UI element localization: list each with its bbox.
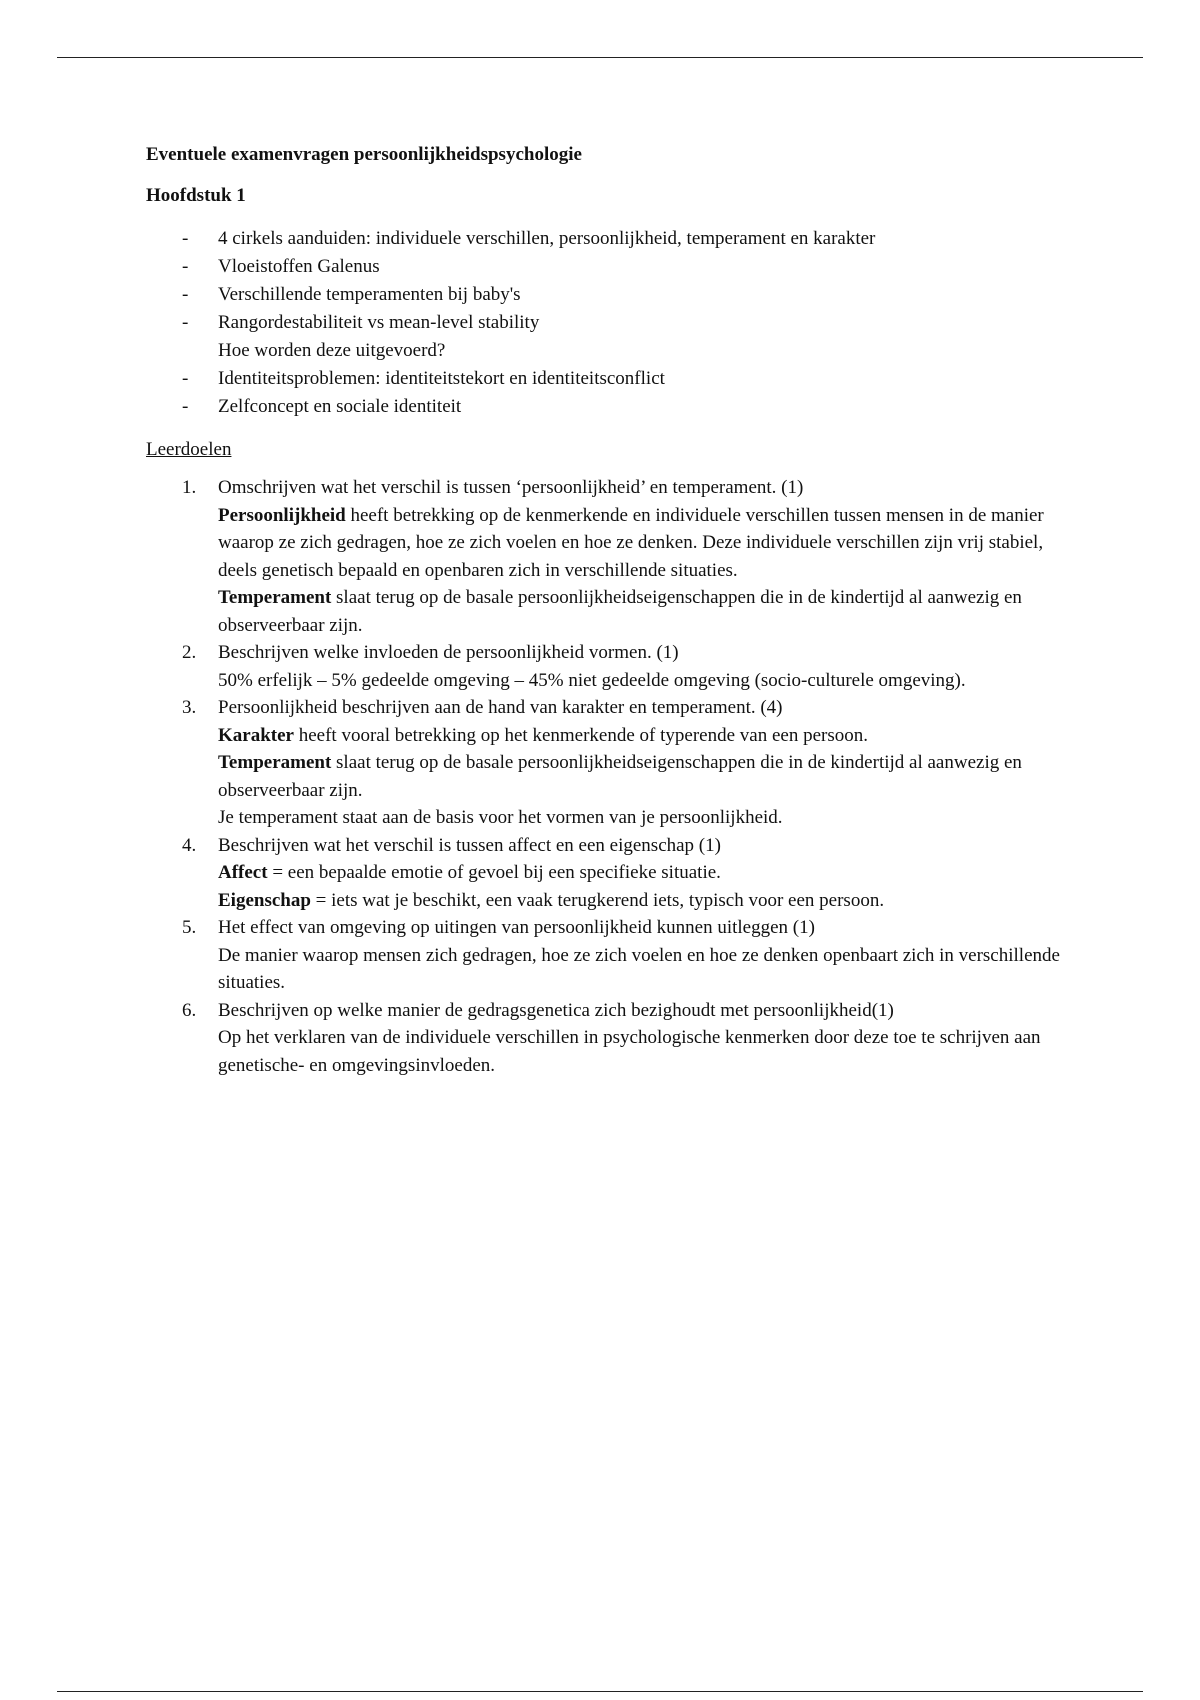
goal-item [146,694,1086,832]
answer-term: Karakter [218,724,294,746]
goal-question: Het effect van omgeving op uitingen van persoonlijkheid kunnen uitleggen (1) [218,917,815,938]
dash-bullet: - [182,256,189,277]
list-item: - Vloeistoffen Galenus [146,253,1086,281]
goal-answer: Persoonlijkheid heeft betrekking op de kenmerkende en individuele verschillen tussen mensen in de manier waarop ze zich gedragen, hoe ze zich voelen en hoe ze denken. Deze individuele verschillen zijn vrij stabiel, deels genetisch bepaald en openbaren zich in verschillende situaties. [218,504,1044,581]
dash-bullet: - [182,228,189,249]
list-item: - Rangordestabiliteit vs mean-level stability Hoe worden deze uitgevoerd? [146,309,1086,365]
goal-item [146,639,1086,694]
goal-item [146,914,1086,997]
learning-goals-heading: Leerdoelen [146,439,232,460]
list-item: - Verschillende temperamenten bij baby's [146,281,1086,309]
goal-number: 4. [182,834,197,856]
answer-term: Persoonlijkheid [218,504,346,526]
learning-goals-list [146,474,1086,1079]
goal-question: Beschrijven wat het verschil is tussen affect en een eigenschap (1) [218,834,721,856]
dash-bullet: - [182,312,189,333]
answer-term: Eigenschap [218,889,311,911]
goal-answer: Op het verklaren van de individuele verschillen in psychologische kenmerken door deze toe te schrijven aan genetische- en omgevingsinvloeden. [218,1027,1041,1076]
goal-item [146,474,1086,639]
goal-question: Beschrijven welke invloeden de persoonlijkheid vormen. (1) [218,642,679,663]
list-item: - Identiteitsproblemen: identiteitstekort en identiteitsconflict [146,365,1086,393]
chapter-heading: Hoofdstuk 1 [146,185,246,206]
goal-item [146,997,1086,1080]
list-item-subtext: Hoe worden deze uitgevoerd? [218,340,446,361]
answer-term: Temperament [218,587,332,608]
goal-answer: Temperament slaat terug op de basale persoonlijkheidseigenschappen die in de kindertijd al aanwezig en observeerbaar zijn. [218,752,1022,801]
goal-answer: Temperament slaat terug op de basale persoonlijkheidseigenschappen die in de kindertijd al aanwezig en observeerbaar zijn. [218,587,1022,636]
goal-answer: 50% erfelijk – 5% gedeelde omgeving – 45% niet gedeelde omgeving (socio-culturele omgeving). [218,669,966,691]
answer-term: Affect [218,862,268,883]
goal-answer: Eigenschap = iets wat je beschikt, een vaak terugkerend iets, typisch voor een persoon. [218,889,885,911]
dash-bullet: - [182,368,189,389]
dash-bullet: - [182,396,189,417]
document-body [146,143,1086,1079]
goal-item [146,832,1086,915]
goal-number: 2. [182,642,197,663]
list-item: - 4 cirkels aanduiden: individuele verschillen, persoonlijkheid, temperament en karakter [146,225,1086,253]
footer-rule [57,1691,1143,1692]
exam-question-list [146,225,1086,421]
goal-answer: Karakter heeft vooral betrekking op het kenmerkende of typerende van een persoon. [218,724,868,746]
goal-answer: Je temperament staat aan de basis voor het vormen van je persoonlijkheid. [218,807,783,828]
document-title: Eventuele examenvragen persoonlijkheidspsychologie [146,144,582,165]
goal-question: Omschrijven wat het verschil is tussen ‘persoonlijkheid’ en temperament. (1) [218,477,804,498]
goal-question: Beschrijven op welke manier de gedragsgenetica zich bezighoudt met persoonlijkheid(1) [218,999,894,1021]
goal-number: 1. [182,477,197,498]
header-rule [57,57,1143,58]
goal-answer: Affect = een bepaalde emotie of gevoel bij een specifieke situatie. [218,862,721,883]
dash-bullet: - [182,284,189,305]
goal-number: 3. [182,697,197,718]
goal-number: 5. [182,917,197,938]
answer-term: Temperament [218,752,332,773]
goal-question: Persoonlijkheid beschrijven aan de hand van karakter en temperament. (4) [218,697,783,718]
goal-answer: De manier waarop mensen zich gedragen, hoe ze zich voelen en hoe ze denken openbaart zich in verschillende situaties. [218,944,1060,993]
list-item: - Zelfconcept en sociale identiteit [146,393,1086,421]
goal-number: 6. [182,999,197,1021]
